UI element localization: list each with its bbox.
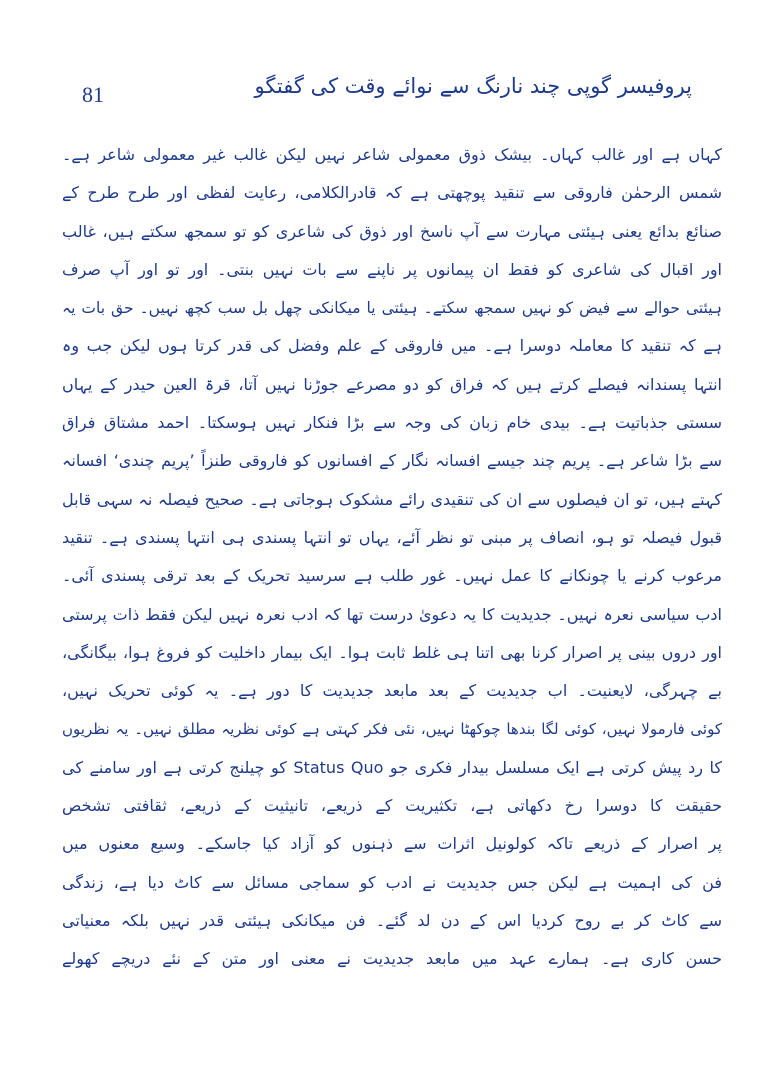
text-line: سے بڑا شاعر ہے۔ پریم چند جیسے افسانہ نگار کے افسانوں کو فاروقی طنزاً ’پریم چندی‘ افسانہ <box>62 451 722 471</box>
text-line: سستی جذباتیت ہے۔ بیدی خام زبان کی وجہ سے بڑا فنکار نہیں ہوسکتا۔ احمد مشتاق فراق <box>62 413 722 433</box>
body-text <box>62 136 722 979</box>
text-line: شمس الرحمٰن فاروقی سے تنقید پوچھتی ہے کہ قادرالکلامی، رعایت لفظی اور طرح طرح کے <box>62 183 722 203</box>
page-header <box>60 74 700 122</box>
running-title: پروفیسر گوپی چند نارنگ سے نوائے وقت کی گفتگو <box>254 74 692 98</box>
text-line: مرعوب کرنے یا چونکانے کا عمل نہیں۔ غور طلب ہے سرسید تحریک کے بعد ترقی پسندی آئی۔ <box>62 566 722 586</box>
text-line: حسن کاری ہے۔ ہمارے عہد میں مابعد جدیدیت نے معنی اور متن کے نئے دریچے کھولے <box>62 949 722 969</box>
text-line: حقیقت کا دوسرا رخ دکھاتی ہے، تکثیریت کے ذریعے، تانیثیت کے ذریعے، ثقافتی تشخص <box>62 796 722 816</box>
text-line: قبول فیصلہ تو ہو، انصاف پر مبنی تو نظر آئے، یہاں تو انتہا پسندی ہی انتہا پسندی ہے۔ تنقید <box>62 527 722 547</box>
text-line: ادب سیاسی نعرہ نہیں۔ جدیدیت کا یہ دعویٰ درست تھا کہ ادب نعرہ نہیں لیکن فقط ذات پرستی <box>62 604 722 624</box>
text-line: انتہا پسندانہ فیصلے کرتے ہیں کہ فراق کو دو مصرعے جوڑنا نہیں آتا، قرۃ العین حیدر کے یہاں <box>62 374 722 394</box>
text-line: فن کی اہمیت ہے لیکن جس جدیدیت نے ادب کو سماجی مسائل سے کاٹ دیا ہے، زندگی <box>62 872 722 892</box>
text-line: اور اقبال کی شاعری کو فقط ان پیمانوں پر ناپنے سے بات نہیں بنتی۔ اور تو اور آپ صرف <box>62 259 722 279</box>
text-line: کا رد پیش کرتی ہے ایک مسلسل بیدار فکری جو Status Quo کو چیلنج کرتی ہے اور سامنے کی <box>62 757 722 777</box>
text-line: بے چہرگی، لایعنیت۔ اب جدیدیت کے بعد مابعد جدیدیت کا دور ہے۔ یہ کوئی تحریک نہیں، <box>62 681 722 701</box>
text-line: پر اصرار کے ذریعے تاکہ کولونیل اثرات سے ذہنوں کو آزاد کیا جاسکے۔ وسیع معنوں میں <box>62 834 722 854</box>
text-line: سے کاٹ کر بے روح کردیا اس کے دن لد گئے۔ فن میکانکی ہیئتی قدر نہیں بلکہ معنیاتی <box>62 910 722 930</box>
text-line: صنائع بدائع یعنی ہیئتی مہارت سے آپ ناسخ اور ذوق کی شاعری کو تو سمجھ سکتے ہیں، غالب <box>62 221 722 241</box>
text-line: کہاں ہے اور غالب کہاں۔ بیشک ذوق معمولی شاعر نہیں لیکن غالب غیر معمولی شاعر ہے۔ <box>62 145 722 164</box>
page-number: 81 <box>82 82 104 107</box>
text-line: ہیئتی حوالے سے فیض کو نہیں سمجھ سکتے۔ ہیئتی یا میکانکی چھل بل سب کچھ نہیں۔ حق بات یہ <box>62 299 722 318</box>
text-line: کوئی فارمولا نہیں، کوئی لگا بندھا چوکھٹا نہیں، نئی فکر کہتی ہے کوئی نظریہ مطلق نہیں۔ یہ نظریوں <box>62 720 722 739</box>
text-line: کہتے ہیں، تو ان فیصلوں سے ان کی تنقیدی رائے مشکوک ہوجاتی ہے۔ صحیح فیصلہ نہ سہی قابل <box>62 489 722 509</box>
text-line: ہے کہ تنقید کا معاملہ دوسرا ہے۔ میں فاروقی کے علم وفضل کی قدر کرتا ہوں لیکن جب وہ <box>62 336 722 356</box>
text-line: اور دروں بینی پر اصرار کرنا بھی اتنا ہی غلط ثابت ہوا۔ ایک بیمار داخلیت کو فروغ ہوا، بیگانگی، <box>62 642 722 662</box>
